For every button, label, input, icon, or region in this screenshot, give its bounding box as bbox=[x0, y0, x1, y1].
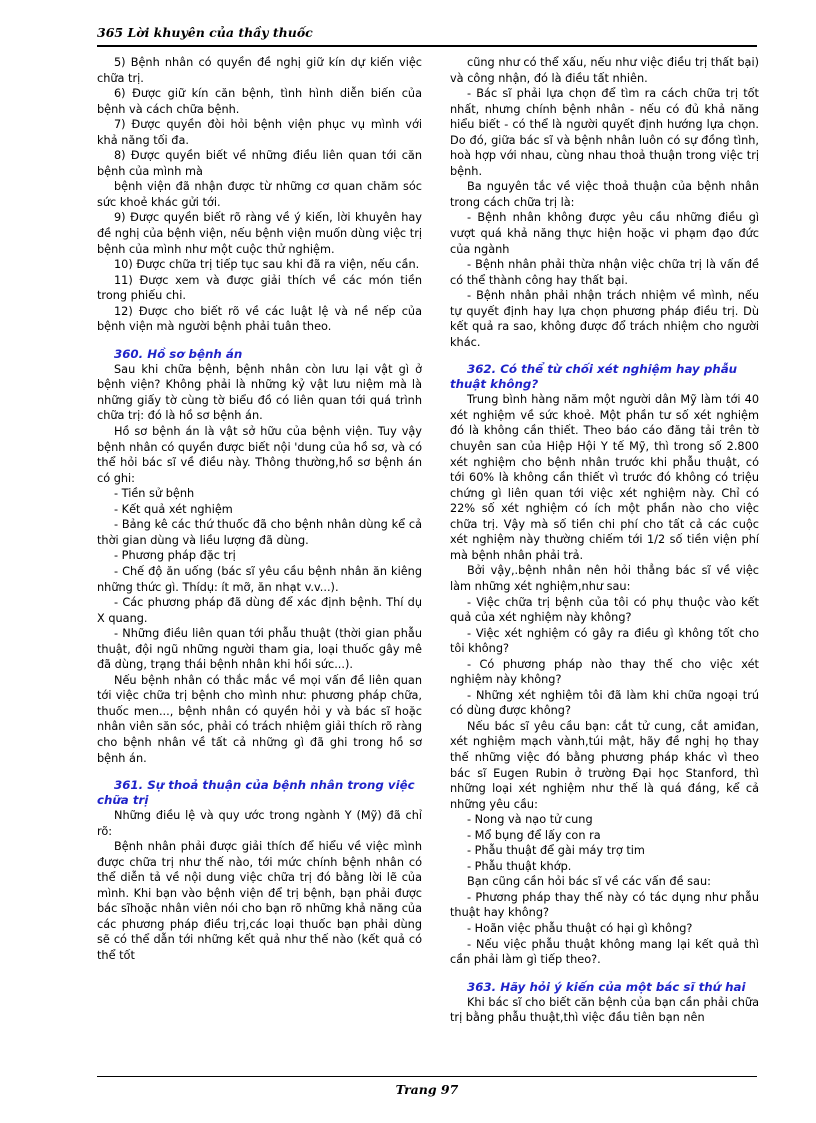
paragraph: - Phẫu thuật để gài máy trợ tim bbox=[467, 844, 645, 858]
book-title: 365 Lời khuyên của thầy thuốc bbox=[97, 25, 313, 40]
paragraph: Trung bình hàng năm một người dân Mỹ làm tới 40 xét nghiệm về sức khoẻ. Một phần tư số xét nghiệm đó là không cần thiết. Theo báo cáo đăng tải trên tờ chuyên san của Hiệp Hội Y tế Mỹ, thì trong số 2.800 xét nghiệm cho bệnh nhân trước khi phẫu thuật, có tới 60% là không cần thiết vì trước đó không có triệu chứng gì liên quan tới việc xét nghiệm này. Chỉ có 22% số xét nghiệm có ích một phần nào cho việc chữa trị. Vậy mà số tiền chi phí cho tất cả các cuộc xét nghiệm này thường chiếm tới 1/2 số tiền viện phí mà bệnh nhân phải trả. bbox=[450, 393, 759, 562]
header-divider bbox=[97, 45, 757, 47]
paragraph: 8) Được quyền biết về những điều liên quan tới căn bệnh của mình mà bbox=[97, 149, 422, 178]
paragraph: Bạn cũng cần hỏi bác sĩ về các vấn đề sau: bbox=[467, 875, 711, 889]
paragraph: 9) Được quyền biết rõ ràng về ý kiến, lời khuyên hay đề nghị của bệnh viện, nếu bệnh viện muốn dùng việc trị bệnh của mình như một cuộc thử nghiệm. bbox=[97, 211, 422, 256]
paragraph: - Có phương pháp nào thay thế cho việc xét nghiệm này không? bbox=[450, 657, 759, 687]
paragraph: - Bảng kê các thứ thuốc đã cho bệnh nhân dùng kể cả thời gian dùng và liều lượng đã dùng. bbox=[97, 518, 422, 547]
section-heading: 360. Hồ sơ bệnh án bbox=[114, 346, 243, 361]
paragraph: Những điều lệ và quy ước trong ngành Y (Mỹ) đã chỉ rõ: bbox=[97, 809, 422, 838]
paragraph: - Các phương pháp đã dùng để xác định bệnh. Thí dụ X quang. bbox=[97, 596, 422, 625]
paragraph: - Phẫu thuật khớp. bbox=[467, 859, 572, 873]
paragraph: - Hoãn việc phẫu thuật có hại gì không? bbox=[467, 921, 693, 935]
paragraph: 7) Được quyền đòi hỏi bệnh viện phục vụ mình với khả năng tối đa. bbox=[97, 118, 422, 147]
paragraph: 10) Được chữa trị tiếp tục sau khi đã ra viện, nếu cần. bbox=[114, 258, 420, 272]
paragraph: - Việc chữa trị bệnh của tôi có phụ thuộc vào kết quả của xét nghiệm này không? bbox=[450, 595, 759, 625]
paragraph: 12) Được cho biết rõ về các luật lệ và nề nếp của bệnh viện mà người bệnh phải tuân theo. bbox=[97, 304, 422, 334]
paragraph: 6) Được giữ kín căn bệnh, tình hình diễn biến của bệnh và cách chữa bệnh. bbox=[97, 87, 422, 116]
paragraph: - Những xét nghiệm tôi đã làm khi chữa ngoại trú có dùng được không? bbox=[450, 688, 759, 718]
paragraph: - Chế độ ăn uống (bác sĩ yêu cầu bệnh nhân ăn kiêng những thức gì. Thídụ: ít mỡ, ăn nhạt v.v...). bbox=[97, 564, 422, 594]
paragraph: Hồ sơ bệnh án là vật sở hữu của bệnh viện. Tuy vậy bệnh nhân có quyền được biết nội 'dung của hồ sơ, và có thể hỏi bác sĩ về điều này. Thông thường,hồ sơ bệnh án có ghi: bbox=[97, 425, 422, 485]
paragraph: - Việc xét nghiệm có gây ra điều gì không tốt cho tôi không? bbox=[450, 626, 759, 656]
section-heading: 363. Hãy hỏi ý kiến của một bác sĩ thứ hai bbox=[467, 979, 746, 994]
paragraph: Bởi vậy,.bệnh nhân nên hỏi thẳng bác sĩ về việc làm những xét nghiệm,như sau: bbox=[450, 564, 759, 593]
paragraph: - Phương pháp đặc trị bbox=[114, 549, 236, 563]
paragraph: cũng như có thể xấu, nếu như việc điều trị thất bại) và công nhận, đó là điều tất nhiên. bbox=[450, 56, 759, 85]
paragraph: - Kết quả xét nghiệm bbox=[114, 502, 233, 516]
paragraph: - Tiền sử bệnh bbox=[114, 487, 195, 501]
paragraph: - Nếu việc phẫu thuật không mang lại kết quả thì cần phải làm gì tiếp theo?. bbox=[450, 937, 759, 967]
paragraph: Nếu bác sĩ yêu cầu bạn: cắt tử cung, cắt amiđan, xét nghiệm mạch vành,túi mật, hãy đề nghị họ thay thế những việc đó bằng phương pháp khác vì theo bác sĩ Eugen Rubin ở trường Đại học Stanford, thì những loại xét nghiệm như thế là quá đáng, kể cả những yêu cầu: bbox=[450, 719, 759, 811]
paragraph: - Bệnh nhân không được yêu cầu những điều gì vượt quá khả năng thực hiện hoặc vi phạm đạo đức của ngành bbox=[450, 211, 759, 256]
paragraph: - Phương pháp thay thế này có tác dụng như phẫu thuật hay không? bbox=[450, 890, 759, 920]
paragraph: 5) Bệnh nhân có quyền đề nghị giữ kín dự kiến việc chữa trị. bbox=[97, 56, 422, 85]
paragraph: Sau khi chữa bệnh, bệnh nhân còn lưu lại vật gì ở bệnh viện? Không phải là những kỷ vật lưu niệm mà là những giấy tờ cùng tờ biểu đồ có liên quan tới quá trình chữa trị: đó là hồ sơ bệnh án. bbox=[97, 362, 422, 423]
paragraph: Bệnh nhân phải được giải thích để hiểu về việc mình được chữa trị như thế nào, tới mức chính bệnh nhân có thể diễn tả về nội dung việc chữa trị đó bằng lời lẽ của mình. Khi bạn vào bệnh viện để trị bệnh, bạn phải được bác sĩhoặc nhân viên nói cho bạn rõ những khả năng của các phương pháp điều trị,các loại thuốc bạn phải dùng sẽ có thể dẫn tới những kết quả như thế nào (kết quả có thể tốt bbox=[97, 840, 422, 962]
left-column bbox=[97, 55, 422, 964]
footer-divider bbox=[97, 1076, 757, 1077]
page-header bbox=[97, 25, 757, 41]
paragraph: Khi bác sĩ cho biết căn bệnh của bạn cần phải chữa trị bằng phẫu thuật,thì việc đầu tiên bạn nên bbox=[450, 995, 759, 1025]
paragraph: - Bác sĩ phải lựa chọn để tìm ra cách chữa trị tốt nhất, nhưng chính bệnh nhân - nếu có đủ khả năng hiểu biết - có thể là người quyết định hướng lựa chọn. Do đó, giữa bác sĩ và bệnh nhân luôn có sự đồng tình, hoà hợp với nhau, cùng nhau thoả thuận trong việc trị bệnh. bbox=[450, 87, 759, 178]
paragraph: - Mổ bụng để lấy con ra bbox=[467, 828, 601, 842]
paragraph: - Bệnh nhân phải nhận trách nhiệm về mình, nếu tự quyết định hay lựa chọn phương pháp điều trị. Dù kết quả ra sao, không được đổ trách nhiệm cho người khác. bbox=[450, 289, 759, 349]
section-heading: 361. Sự thoả thuận của bệnh nhân trong việc chữa trị bbox=[97, 778, 415, 808]
paragraph: - Nong và nạo tử cung bbox=[467, 813, 593, 827]
paragraph: Ba nguyên tắc về việc thoả thuận của bệnh nhân trong cách chữa trị là: bbox=[450, 180, 759, 209]
right-column bbox=[450, 55, 759, 1026]
paragraph: Nếu bệnh nhân có thắc mắc về mọi vấn đề liên quan tới việc chữa trị bệnh cho mình như: phương pháp chữa, thuốc men..., bệnh nhân có quyền hỏi y và bác sĩ hoặc nhân viên săn sóc, phải có trách nhiệm giải thích rõ ràng cho bệnh nhân về tất cả những gì đã ghi trong hồ sơ bệnh án. bbox=[97, 673, 422, 765]
paragraph: 11) Được xem và được giải thích về các món tiền trong phiếu chi. bbox=[97, 273, 422, 303]
page-number: Trang 97 bbox=[395, 1082, 459, 1097]
section-heading: 362. Có thể từ chối xét nghiệm hay phẫu thuật không? bbox=[450, 362, 738, 392]
paragraph: - Bệnh nhân phải thừa nhận việc chữa trị là vấn đề có thể thành công hay thất bại. bbox=[450, 258, 759, 287]
paragraph: - Những điều liên quan tới phẫu thuật (thời gian phẫu thuật, đội ngũ những người tham gia, loại thuốc gây mê đã dùng, trạng thái bệnh nhân khi hồi sức...). bbox=[97, 627, 422, 672]
paragraph: bệnh viện đã nhận được từ những cơ quan chăm sóc sức khoẻ khác gửi tới. bbox=[97, 180, 422, 209]
